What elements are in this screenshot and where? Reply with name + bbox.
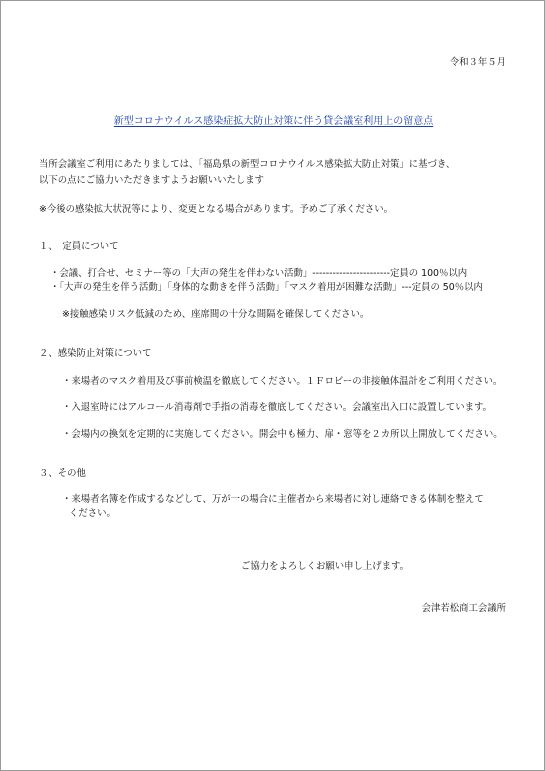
prevention-item: ・会場内の換気を定期的に実施してください。開会中も極力、扉・窓等を２カ所以上開放してください。 [62, 429, 503, 440]
intro-notice: ※今後の感染拡大状況等により、変更となる場合があります。予めご了承ください。 [39, 204, 393, 215]
intro-line: 当所会議室ご利用にあたりましては、「福島県の新型コロナウイルス感染拡大防止対策」に基づき、 [39, 159, 456, 170]
capacity-note: ※接触感染リスク低減のため、座席間の十分な間隔を確保してください。 [62, 309, 370, 320]
section-heading-prevention: ２、感染防止対策について [39, 348, 152, 359]
intro-line: 以下の点にご協力いただきますようお願いいたします [39, 175, 265, 186]
section-heading-other: ３、その他 [39, 468, 86, 479]
other-item-line: ・来場者名簿を作成するなどして、万が一の場合に主催者から来場者に対し連絡できる体制を整えて [62, 494, 484, 505]
document-title: 新型コロナウイルス感染症拡大防止対策に伴う貸会議室利用上の留意点 [113, 116, 434, 127]
prevention-item: ・入退室時にはアルコール消毒剤で手指の消毒を徹底してください。会議室出入口に設置しています。 [62, 402, 492, 413]
capacity-item: ・「大声の発生を伴う活動」「身体的な動きを伴う活動」「マスク着用が困難な活動」---定員の 50％以内 [50, 282, 483, 293]
capacity-item: ・会議、打合せ、セミナー等の「大声の発生を伴わない活動」-----------------------定員の 100％以内 [50, 268, 468, 279]
section-heading-capacity: １、 定員について [39, 241, 119, 252]
other-item-line: ください。 [69, 508, 116, 519]
organization-name: 会津若松商工会議所 [421, 603, 506, 614]
prevention-item: ・来場者のマスク着用及び事前検温を徹底してください。１Ｆロビーの非接触体温計をご利用ください。 [62, 376, 503, 387]
closing-remark: ご協力をよろしくお願い申し上げます。 [241, 561, 410, 572]
document-date: 令和３年５月 [449, 57, 506, 68]
